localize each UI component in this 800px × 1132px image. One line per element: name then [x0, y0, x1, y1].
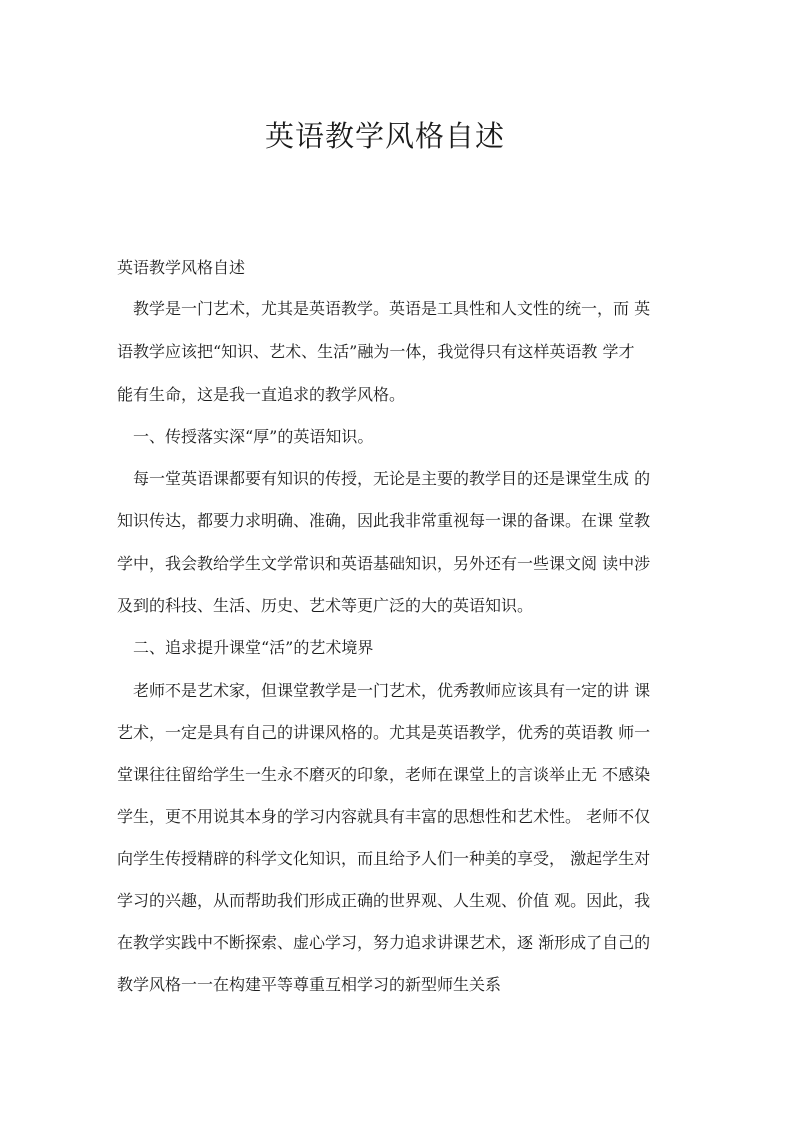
paragraph-line: 语教学应该把“知识、艺术、生活”融为一体，我觉得只有这样英语教 学才 — [117, 342, 635, 361]
paragraph-line: 教学风格一一在构建平等尊重互相学习的新型师生关系 — [117, 975, 502, 994]
paragraph-line: 学中，我会教给学生文学常识和英语基础知识，另外还有一些课文阅 读中涉 — [117, 554, 651, 573]
paragraph-line: 知识传达，都要力求明确、准确，因此我非常重视每一课的备课。在课 堂教 — [117, 511, 651, 530]
section-heading: 一、传授落实深“厚”的英语知识。 — [133, 427, 374, 446]
paragraph-line: 每一堂英语课都要有知识的传授，无论是主要的教学目的还是课堂生成 的 — [133, 469, 651, 488]
paragraph-line: 在教学实践中不断探索、虚心学习，努力追求讲课艺术，逐 渐形成了自己的 — [117, 933, 651, 952]
document-title: 英语教学风格自述 — [264, 119, 505, 153]
paragraph-line: 学生，更不用说其本身的学习内容就具有丰富的思想性和艺术性。 老师不仅 — [117, 807, 651, 826]
paragraph-line: 学习的兴趣，从而帮助我们形成正确的世界观、人生观、价值 观。因此，我 — [117, 891, 651, 910]
document-subtitle: 英语教学风格自述 — [117, 258, 246, 277]
paragraph-line: 老师不是艺术家，但课堂教学是一门艺术，优秀教师应该具有一定的讲 课 — [133, 681, 651, 700]
paragraph-line: 艺术，一定是具有自己的讲课风格的。尤其是英语教学，优秀的英语教 师一 — [117, 723, 651, 742]
paragraph-line: 向学生传授精辟的科学文化知识，而且给予人们一种美的享受， 激起学生对 — [117, 849, 651, 868]
paragraph-line: 及到的科技、生活、历史、艺术等更广泛的大的英语知识。 — [117, 596, 534, 615]
paragraph-line: 能有生命，这是我一直追求的教学风格。 — [117, 385, 406, 404]
paragraph-line: 堂课往往留给学生一生永不磨灭的印象，老师在课堂上的言谈举止无 不感染 — [117, 765, 651, 784]
section-heading: 二、追求提升课堂“活”的艺术境界 — [133, 638, 374, 657]
paragraph-line: 教学是一门艺术，尤其是英语教学。英语是工具性和人文性的统一，而 英 — [133, 299, 651, 318]
